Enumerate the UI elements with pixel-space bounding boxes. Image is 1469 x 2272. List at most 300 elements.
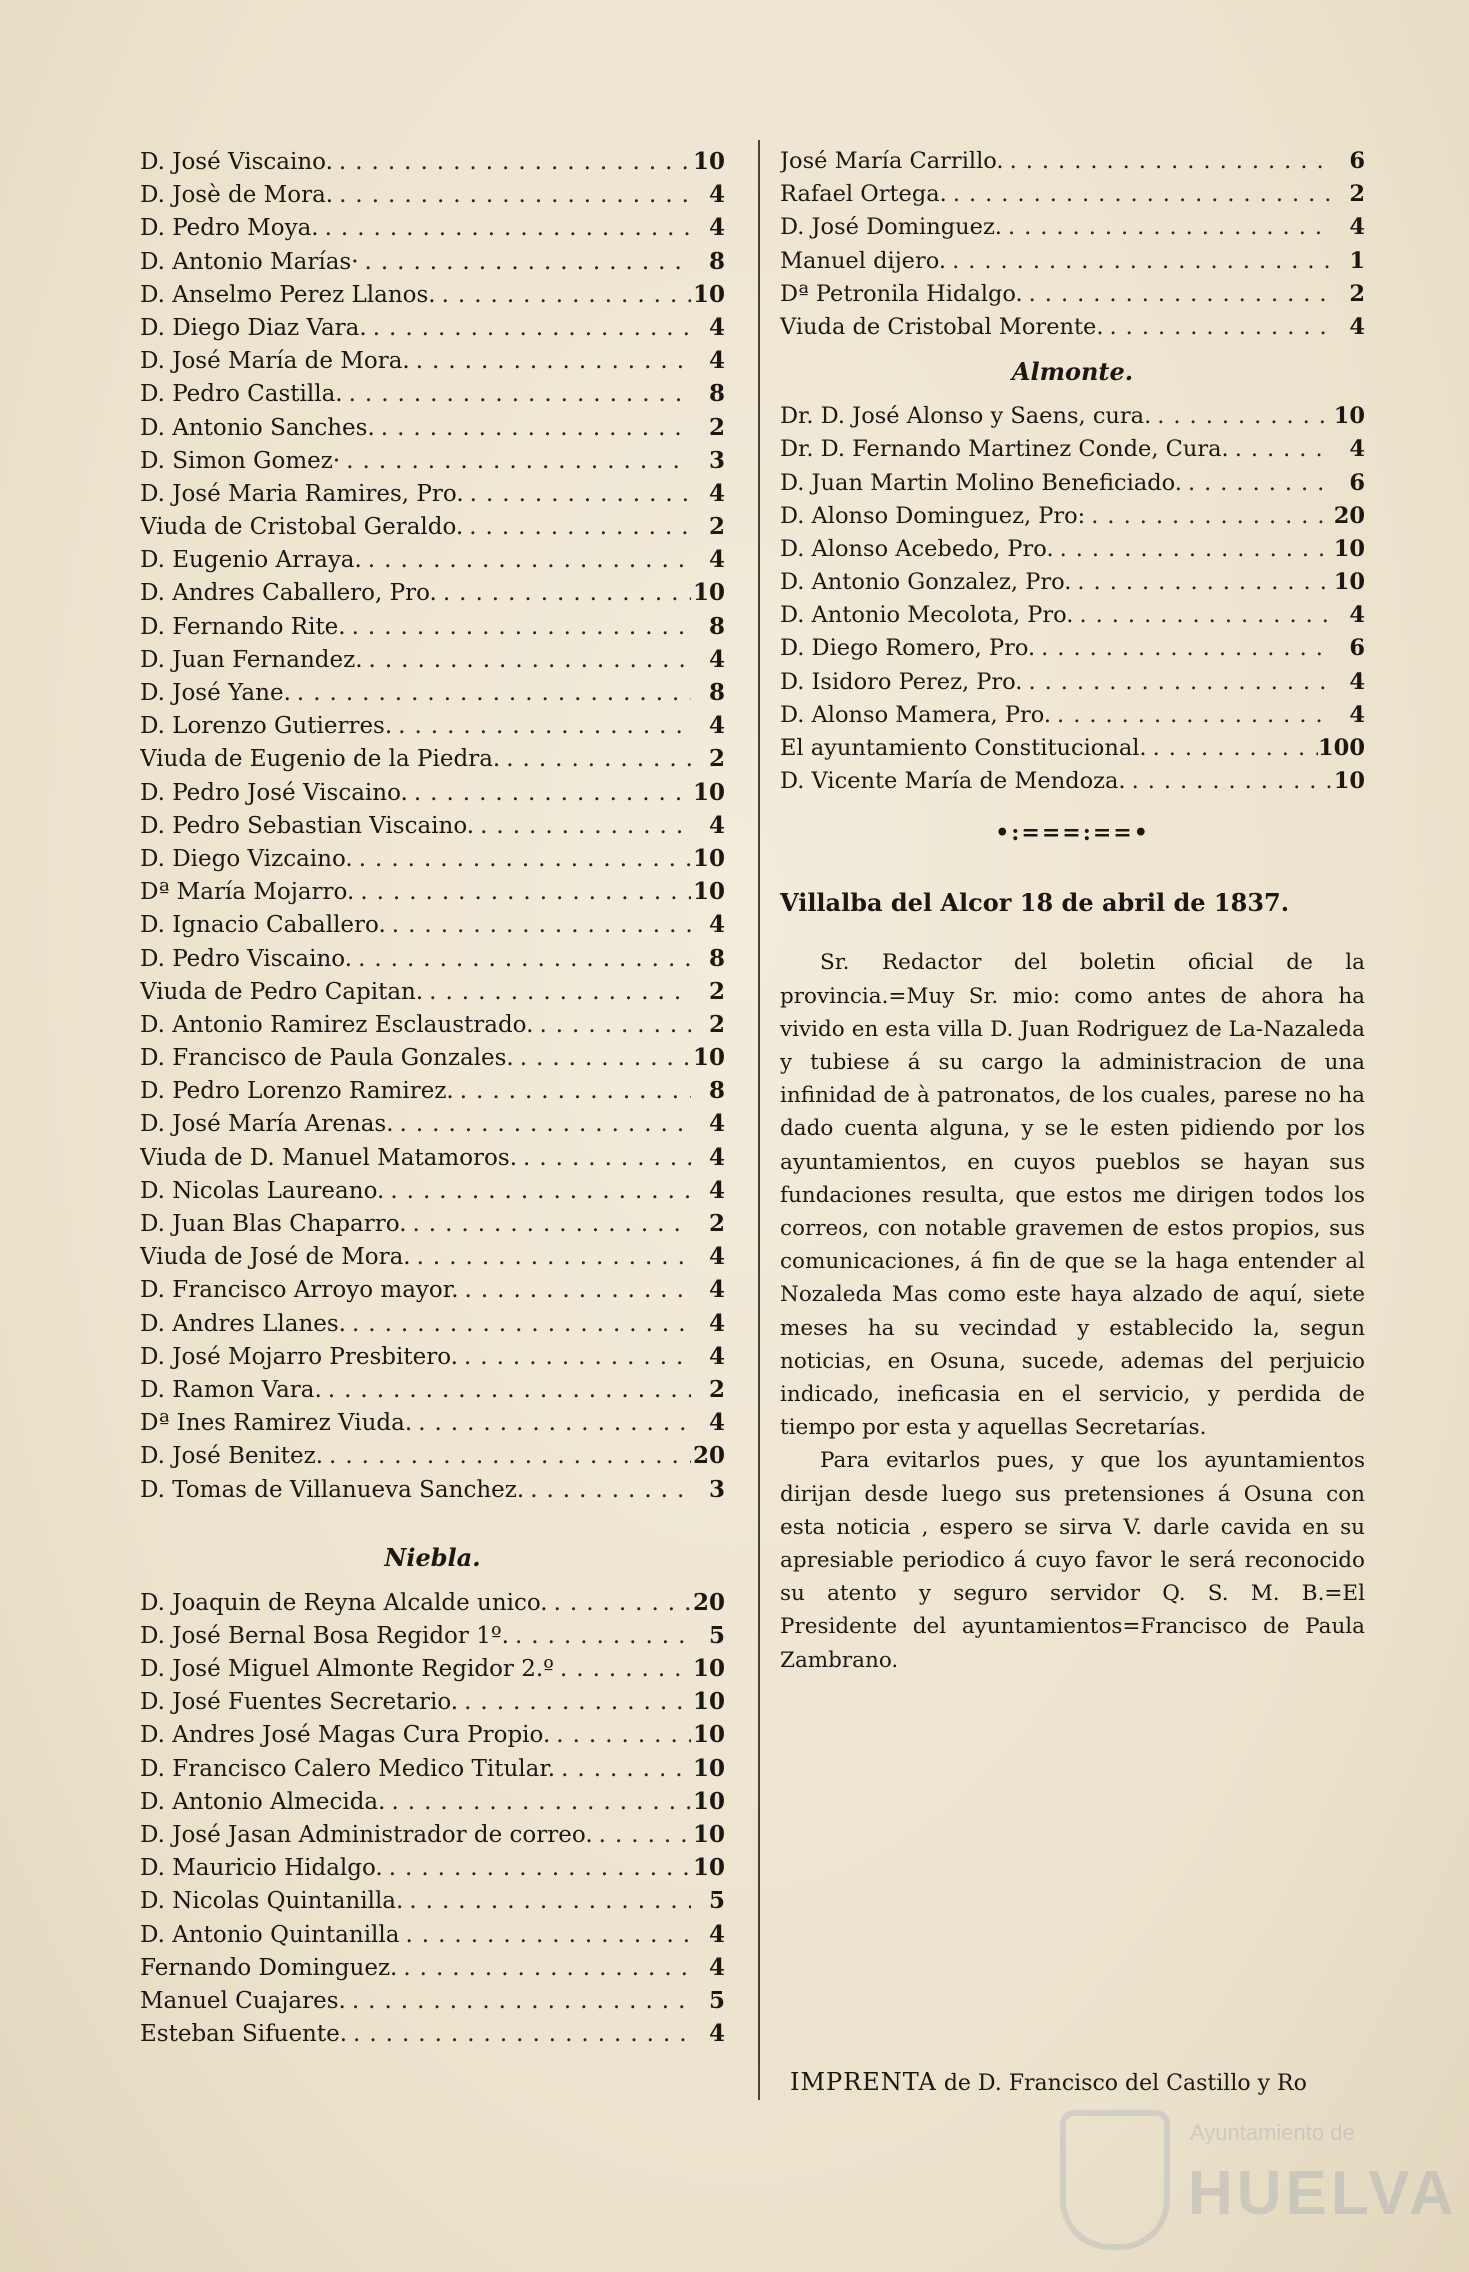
dot-leader (354, 876, 691, 908)
list-entry (780, 211, 1365, 244)
list-entry (140, 1884, 725, 1917)
entry-name: Viuda de Pedro Capitan. (140, 978, 424, 1005)
dot-leader (1085, 500, 1331, 533)
dot-leader (555, 1753, 691, 1785)
entry-amount: 4 (708, 181, 725, 209)
entry-name: D. Alonso Mamera, Pro. (780, 701, 1052, 728)
entry-name: Dª María Mojarro. (140, 879, 355, 906)
entry-amount: 2 (708, 977, 725, 1005)
dot-leader (1004, 145, 1331, 178)
dot-leader (392, 710, 691, 742)
entry-amount: 10 (692, 1821, 725, 1848)
list-entry (140, 1473, 725, 1506)
list-entry (140, 377, 725, 410)
entry-amount: 10 (1333, 535, 1365, 562)
entry-name: D. Antonio Quintanilla (140, 1921, 400, 1948)
list-entry (780, 433, 1365, 466)
letter-body (780, 946, 1365, 1676)
entry-name: D. José Mojarro Presbitero. (140, 1343, 458, 1370)
entry-name: D. José María de Mora. (140, 348, 410, 375)
entry-amount: 4 (1349, 668, 1365, 695)
dot-leader (554, 1653, 691, 1685)
entry-name: Viuda de José de Mora. (140, 1244, 411, 1271)
entry-name: D. Juan Blas Chaparro. (140, 1211, 407, 1237)
dot-leader (1151, 400, 1331, 433)
dot-leader (363, 644, 691, 676)
entry-amount: 20 (692, 1442, 725, 1470)
dot-leader (1147, 732, 1318, 765)
entry-name: D. Andres Caballero, Pro. (140, 580, 437, 607)
archive-watermark (1060, 2110, 1458, 2260)
dot-leader (437, 577, 691, 609)
list-entry (140, 1240, 725, 1273)
entry-name: Viuda de Cristobal Morente. (780, 313, 1104, 340)
entry-amount: 4 (1349, 436, 1365, 463)
entry-name: D. Andres José Magas Cura Propio. (140, 1722, 551, 1749)
list-entry (780, 533, 1365, 566)
entry-name: Dr. D. Fernando Martinez Conde, Cura. (780, 436, 1229, 463)
entry-name: D. Pedro Viscaino. (140, 945, 353, 972)
list-entry (780, 311, 1365, 344)
right-entries-list (780, 145, 1365, 344)
dot-leader (1104, 311, 1331, 344)
list-entry (140, 178, 725, 211)
entry-amount: 4 (1349, 214, 1365, 241)
dot-leader (1182, 467, 1331, 500)
list-entry (140, 1918, 725, 1951)
entry-name: D. Pedro Castilla. (140, 381, 343, 408)
letter-dateline: Villalba del Alcor 18 de abril de 1837. (780, 888, 1290, 918)
entry-name: D. Pedro José Viscaino. (140, 779, 408, 806)
entry-amount: 5 (708, 1621, 725, 1649)
entry-amount: 4 (708, 347, 725, 375)
list-entry (140, 809, 725, 842)
list-entry (140, 1373, 725, 1406)
list-entry (140, 211, 725, 244)
entry-name: D. Simon Gomez· (140, 447, 341, 474)
entry-amount: 4 (708, 2020, 725, 2048)
entry-name: D. José Dominguez. (780, 214, 1002, 241)
entry-amount: 10 (692, 1754, 725, 1782)
list-entry (140, 344, 725, 377)
letter-paragraph: Para evitarlos pues, y que los ayuntamientos dirijan desde luego sus pretensiones á Osuna con esta noticia , espero se sirva V. darle cavida en su apresiable periodico á cuyo favor le será reconocido su atento y seguro servidor Q. S. M. B.=El Presidente del ayuntamientos=Francisco de Paula Zambrano. (780, 1448, 1365, 1673)
list-entry (140, 1984, 725, 2017)
entry-name: D. Francisco Arroyo mayor. (140, 1277, 459, 1304)
dot-leader (352, 943, 691, 975)
dot-leader (343, 378, 691, 410)
entry-amount: 2 (708, 745, 725, 773)
entry-name: D. Anselmo Perez Llanos. (140, 281, 436, 308)
entry-name: D. Antonio Ramirez Esclaustrado. (140, 1011, 534, 1038)
list-entry (780, 666, 1365, 699)
dot-leader (333, 146, 691, 178)
letter-paragraph: Sr. Redactor del boletin oficial de la provincia.=Muy Sr. mio: como antes de ahora ha vivido en esta villa D. Juan Rodriguez de La-Nazaleda y tubiese á su cargo la administracion de una infinidad de à patronatos, de los cuales, parese no ha dado cuenta alguna, y se le esten pidiendo por los ayuntamientos, en cuyos pueblos se hayan sus fundaciones resulta, que estos me dirigen todos los correos, con notable gravemen de estos propios, sus comunicaciones, á fin de que se la haga entender al Nozaleda Mas como este haya alzado de aquí, siete meses ha su vecindad y establecido la, segun noticias, en Osuna, sucede, ademas del perjuicio indicado, ineficasia en el servicio, y perdida de tiempo por esta y aquellas Secretarías. (780, 950, 1365, 1441)
list-entry (140, 2017, 725, 2050)
list-entry (140, 610, 725, 643)
entry-amount: 8 (708, 679, 725, 706)
list-entry (780, 145, 1365, 178)
dot-leader (464, 478, 691, 510)
list-entry (780, 765, 1365, 798)
list-entry (140, 576, 725, 609)
dot-leader (353, 843, 691, 875)
imprint-rest: de D. Francisco del Castillo y Ro (943, 2071, 1307, 2096)
entry-amount: 4 (708, 313, 725, 341)
list-entry (140, 1851, 725, 1884)
dot-leader (411, 1241, 691, 1273)
list-entry (140, 278, 725, 311)
list-entry (140, 1207, 725, 1240)
list-entry (140, 1752, 725, 1785)
entry-name: D. Nicolas Quintanilla. (140, 1888, 404, 1915)
list-entry (780, 178, 1365, 211)
entry-name: D. Vicente María de Mendoza. (780, 768, 1126, 795)
list-entry (140, 1619, 725, 1652)
entry-name: Viuda de D. Manuel Matamoros. (140, 1144, 518, 1171)
dot-leader (454, 1075, 691, 1107)
dot-leader (347, 2018, 691, 2050)
list-entry (780, 278, 1365, 311)
entry-amount: 4 (1349, 313, 1365, 340)
left-column (140, 145, 725, 2050)
list-entry (140, 1074, 725, 1107)
entry-name: D. José Benitez. (140, 1443, 324, 1470)
entry-name: D. Mauricio Hidalgo. (140, 1855, 383, 1882)
dot-leader (946, 245, 1331, 278)
entry-amount: 10 (692, 1721, 725, 1749)
dot-leader (500, 743, 691, 775)
list-entry (140, 643, 725, 676)
entry-name: D. Ramon Vara. (140, 1376, 322, 1403)
entry-amount: 4 (708, 1953, 725, 1981)
list-entry (140, 1141, 725, 1174)
dot-leader (384, 1175, 691, 1207)
dot-leader (524, 1474, 691, 1506)
entry-amount: 10 (692, 1655, 725, 1683)
entry-name: D. Josè de Mora. (140, 182, 334, 209)
entry-name: D. Diego Vizcaino. (140, 845, 353, 872)
dot-leader (346, 611, 691, 643)
entry-name: D. Alonso Dominguez, Pro: (780, 502, 1086, 529)
dot-leader (514, 1042, 691, 1074)
entry-name: Manuel dijero. (780, 247, 947, 274)
entry-name: D. Juan Martin Molino Beneficiado. (780, 469, 1182, 496)
almonte-entries-list (780, 400, 1365, 798)
entry-amount: 1 (1349, 247, 1365, 274)
entry-amount: 3 (708, 1475, 725, 1503)
list-entry (140, 942, 725, 975)
list-entry (780, 400, 1365, 433)
dot-leader (346, 1985, 691, 2017)
entry-name: El ayuntamiento Constitucional. (780, 735, 1147, 761)
imprint-line (790, 2068, 1390, 2096)
entry-amount: 4 (708, 1920, 725, 1948)
entry-amount: 6 (1349, 148, 1365, 174)
list-entry (140, 1439, 725, 1472)
list-entry (140, 1008, 725, 1041)
dot-leader (394, 1108, 691, 1140)
entry-amount: 20 (1333, 502, 1365, 529)
entry-amount: 4 (708, 1309, 725, 1337)
entry-name: Dª Ines Ramirez Viuda. (140, 1410, 413, 1437)
entry-amount: 10 (692, 579, 725, 607)
entry-name: D. José Yane. (140, 680, 291, 706)
dot-leader (367, 312, 691, 344)
list-entry (780, 732, 1365, 765)
entry-amount: 4 (708, 1143, 725, 1171)
entry-amount: 4 (708, 1243, 725, 1271)
list-entry (140, 411, 725, 444)
niebla-heading: Niebla. (384, 1542, 481, 1572)
entry-name: D. José Jasan Administrador de correo. (140, 1822, 593, 1848)
entry-name: Viuda de Eugenio de la Piedra. (140, 746, 501, 773)
dot-leader (458, 1686, 691, 1718)
entry-name: D. José María Arenas. (140, 1111, 394, 1138)
entry-amount: 10 (692, 1044, 725, 1072)
entry-amount: 20 (692, 1588, 725, 1616)
entry-amount: 2 (708, 1375, 725, 1403)
list-entry (780, 500, 1365, 533)
entry-amount: 2 (708, 513, 725, 541)
entry-amount: 10 (692, 1688, 725, 1716)
entry-amount: 8 (708, 944, 725, 972)
dot-leader (399, 1919, 691, 1951)
list-entry (140, 1307, 725, 1340)
dot-leader (410, 345, 691, 377)
list-entry (140, 543, 725, 576)
list-entry (140, 842, 725, 875)
entry-amount: 4 (708, 1409, 725, 1437)
entry-name: D. Diego Romero, Pro. (780, 635, 1036, 662)
entry-name: D. Antonio Gonzalez, Pro. (780, 569, 1072, 596)
entry-name: Viuda de Cristobal Geraldo. (140, 514, 464, 541)
entry-amount: 4 (708, 1276, 725, 1304)
almonte-heading: Almonte. (1011, 357, 1134, 387)
entry-amount: 2 (1349, 181, 1365, 208)
entry-name: D. Diego Diaz Vara. (140, 314, 367, 341)
dot-leader (436, 279, 691, 311)
dot-leader (359, 246, 691, 278)
dot-leader (407, 1208, 692, 1240)
dot-leader (385, 1786, 691, 1818)
dot-leader (509, 1620, 691, 1652)
entry-amount: 2 (708, 1210, 725, 1237)
entry-amount: 10 (692, 1787, 725, 1815)
watermark-small-text: Ayuntamiento de (1190, 2120, 1355, 2145)
list-entry (140, 1718, 725, 1751)
entry-name: D. Ignacio Caballero. (140, 912, 386, 939)
entry-name: D. Alonso Acebedo, Pro. (780, 535, 1054, 562)
dot-leader (397, 1952, 691, 1984)
entry-amount: 4 (708, 645, 725, 673)
dot-leader (593, 1819, 691, 1851)
dot-leader (548, 1587, 691, 1619)
entry-name: Dª Petronila Hidalgo. (780, 280, 1023, 307)
entry-amount: 10 (692, 878, 725, 906)
list-entry (780, 599, 1365, 632)
entry-amount: 4 (1349, 602, 1365, 629)
entry-amount: 6 (1349, 635, 1365, 662)
list-entry (140, 510, 725, 543)
entry-amount: 3 (708, 446, 725, 474)
list-entry (780, 245, 1365, 278)
entry-name: D. José Maria Ramires, Pro. (140, 480, 464, 507)
list-entry (780, 632, 1365, 665)
list-entry (140, 145, 725, 178)
entry-name: Rafael Ortega. (780, 181, 947, 208)
dot-leader (533, 1009, 691, 1041)
dot-leader (362, 544, 691, 576)
dot-leader (333, 179, 691, 211)
list-entry (140, 975, 725, 1008)
dot-leader (1073, 599, 1331, 632)
entry-name: Dr. D. José Alonso y Saens, cura. (780, 403, 1152, 430)
dot-leader (1051, 699, 1331, 732)
entry-name: D. Pedro Sebastian Viscaino. (140, 812, 475, 839)
list-entry (140, 908, 725, 941)
dot-leader (319, 212, 691, 244)
dot-leader (550, 1719, 691, 1751)
dot-leader (403, 1885, 691, 1917)
list-entry (140, 245, 725, 278)
dot-leader (423, 976, 691, 1008)
entry-amount: 4 (708, 1176, 725, 1204)
entry-name: D. Isidoro Perez, Pro. (780, 668, 1023, 695)
list-entry (140, 676, 725, 709)
column-divider (758, 140, 760, 2100)
dot-leader (375, 412, 691, 444)
entry-name: Fernando Dominguez. (140, 1954, 398, 1981)
entry-name: D. Pedro Moya. (140, 215, 319, 242)
entry-name: D. Fernando Rite. (140, 613, 346, 640)
dot-leader (474, 810, 691, 842)
entry-amount: 8 (708, 612, 725, 640)
dot-leader (386, 909, 691, 941)
entry-amount: 10 (692, 1854, 725, 1882)
entry-amount: 8 (708, 380, 725, 408)
entry-amount: 4 (708, 1110, 725, 1138)
entry-amount: 8 (708, 247, 725, 275)
entry-amount: 5 (708, 1986, 725, 2014)
list-entry (140, 311, 725, 344)
dot-leader (1022, 666, 1331, 699)
entry-amount: 4 (708, 911, 725, 939)
left-entries-list (140, 145, 725, 1506)
list-entry (140, 1406, 725, 1439)
dot-leader (1054, 533, 1331, 566)
entry-name: D. Tomas de Villanueva Sanchez. (140, 1476, 525, 1503)
entry-name: D. Antonio Marías· (140, 248, 359, 275)
entry-amount: 6 (1349, 469, 1365, 496)
list-entry (140, 709, 725, 742)
list-entry (140, 1107, 725, 1140)
entry-amount: 10 (692, 280, 725, 308)
entry-name: D. José Bernal Bosa Regidor 1º. (140, 1622, 509, 1649)
entry-amount: 10 (1333, 768, 1365, 795)
dot-leader (1229, 433, 1331, 466)
shield-icon (1060, 2110, 1170, 2250)
dot-leader (463, 511, 691, 543)
entry-amount: 4 (708, 811, 725, 839)
entry-amount: 4 (1349, 701, 1365, 728)
entry-name: D. Francisco de Paula Gonzales. (140, 1045, 514, 1072)
entry-amount: 8 (708, 1077, 725, 1105)
list-entry (140, 1685, 725, 1718)
entry-amount: 10 (1333, 403, 1365, 430)
dot-leader (323, 1440, 691, 1472)
entry-name: D. Andres Llanes. (140, 1310, 346, 1337)
list-entry (140, 1785, 725, 1818)
dot-leader (1002, 211, 1331, 244)
list-entry (780, 699, 1365, 732)
list-entry (140, 1041, 725, 1074)
entry-name: José María Carrillo. (780, 148, 1004, 174)
entry-amount: 10 (692, 844, 725, 872)
dot-leader (458, 1341, 691, 1373)
list-entry (140, 1818, 725, 1851)
dot-leader (947, 178, 1331, 211)
dot-leader (1126, 765, 1331, 798)
list-entry (140, 875, 725, 908)
entry-amount: 2 (1349, 280, 1365, 307)
dot-leader (1071, 566, 1331, 599)
dot-leader (408, 777, 691, 809)
list-entry (140, 1586, 725, 1619)
entry-amount: 5 (708, 1887, 725, 1915)
entry-name: D. Lorenzo Gutierres. (140, 713, 393, 740)
entry-name: D. José Viscaino. (140, 149, 333, 175)
entry-amount: 4 (708, 1342, 725, 1370)
imprint-lead: IMPRENTA (790, 2068, 937, 2096)
entry-name: D. Eugenio Arraya. (140, 547, 362, 574)
entry-amount: 4 (708, 479, 725, 507)
list-entry (140, 1273, 725, 1306)
entry-name: D. José Fuentes Secretario. (140, 1689, 459, 1716)
entry-amount: 4 (708, 546, 725, 574)
dot-leader (412, 1407, 691, 1439)
right-column (780, 145, 1365, 1677)
entry-name: D. Antonio Mecolota, Pro. (780, 602, 1074, 629)
dot-leader (459, 1274, 691, 1306)
entry-amount: 2 (708, 1010, 725, 1038)
dot-leader (1035, 632, 1331, 665)
dot-leader (1023, 278, 1331, 311)
entry-amount: 2 (708, 413, 725, 441)
list-entry (140, 444, 725, 477)
entry-name: D. Antonio Almecida. (140, 1788, 386, 1815)
dot-leader (346, 1308, 691, 1340)
list-entry (140, 477, 725, 510)
entry-name: D. Antonio Sanches. (140, 414, 375, 441)
entry-name: D. Joaquin de Reyna Alcalde unico. (140, 1589, 548, 1616)
watermark-big-text: HUELVA (1188, 2159, 1458, 2228)
entry-amount: 10 (1333, 569, 1365, 596)
list-entry (140, 742, 725, 775)
entry-amount: 10 (692, 148, 725, 175)
niebla-entries-list (140, 1586, 725, 2051)
section-ornament: •:===:==• (995, 820, 1150, 847)
entry-amount: 100 (1318, 735, 1365, 761)
dot-leader (322, 1374, 691, 1406)
entry-amount: 4 (708, 712, 725, 740)
entry-name: D. Pedro Lorenzo Ramirez. (140, 1078, 454, 1105)
entry-name: D. Nicolas Laureano. (140, 1177, 385, 1204)
list-entry (140, 1652, 725, 1685)
entry-amount: 10 (692, 778, 725, 806)
dot-leader (383, 1852, 691, 1884)
dot-leader (291, 677, 691, 709)
dot-leader (340, 445, 691, 477)
